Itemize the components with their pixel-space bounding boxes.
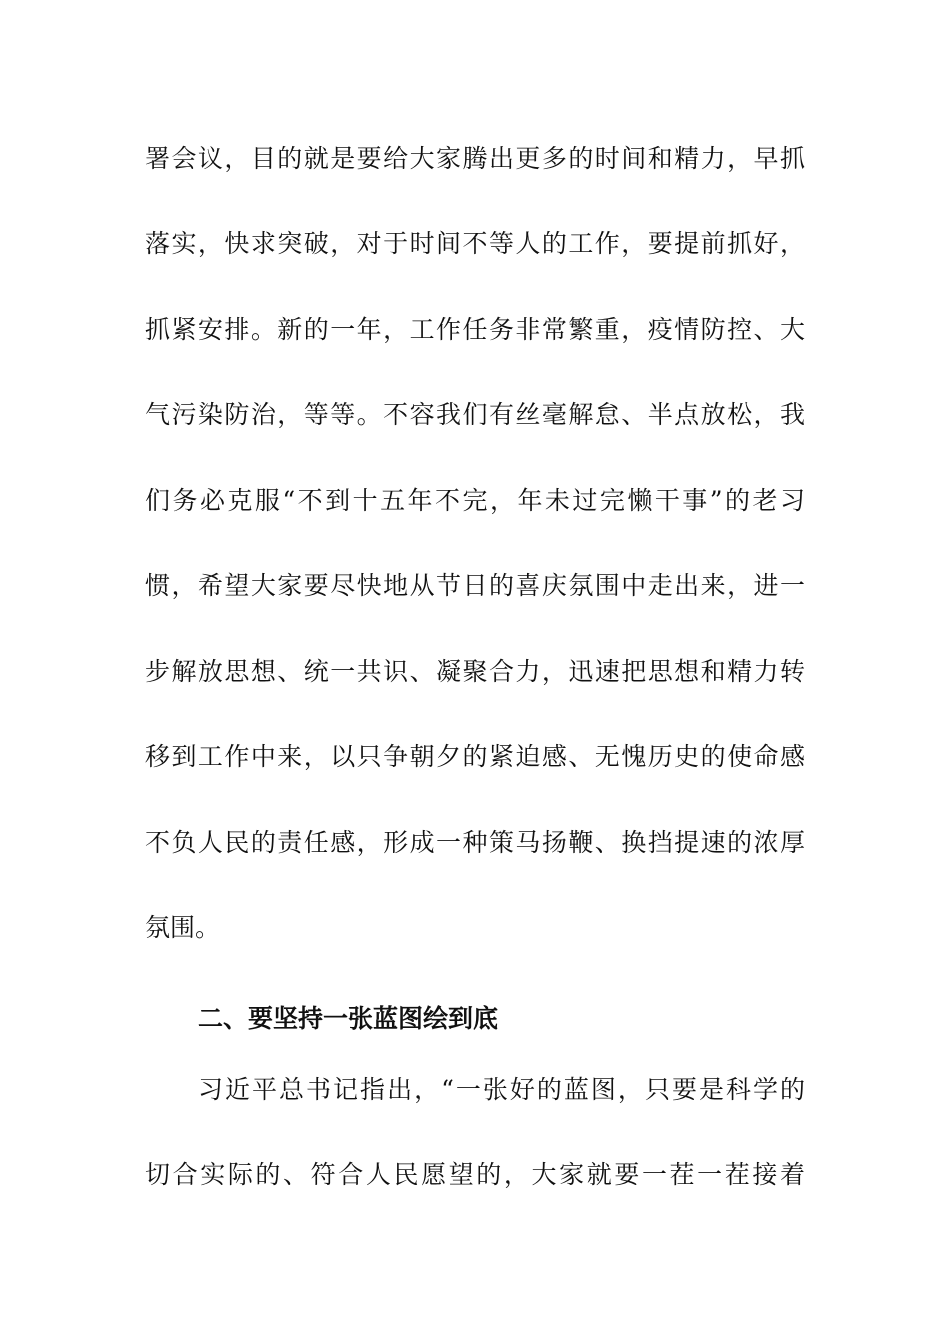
paragraph-line: 抓紧安排。新的一年，工作任务非常繁重，疫情防控、大 <box>145 315 805 344</box>
section-heading: 二、要坚持一张蓝图绘到底 <box>198 1004 499 1033</box>
paragraph-line: 切合实际的、符合人民愿望的，大家就要一茬一茬接着 <box>145 1160 805 1189</box>
paragraph-line: 落实，快求突破，对于时间不等人的工作，要提前抓好， <box>145 229 805 258</box>
paragraph-line: 氛围。 <box>145 913 221 942</box>
paragraph-line: 移到工作中来，以只争朝夕的紧迫感、无愧历史的使命感 <box>145 742 805 771</box>
paragraph-line: 署会议，目的就是要给大家腾出更多的时间和精力，早抓 <box>145 144 805 173</box>
paragraph-line: 习近平总书记指出，“一张好的蓝图，只要是科学的 <box>198 1075 805 1104</box>
paragraph-line: 不负人民的责任感，形成一种策马扬鞭、换挡提速的浓厚 <box>145 828 805 857</box>
paragraph-line: 气污染防治，等等。不容我们有丝毫解怠、半点放松，我 <box>145 400 805 429</box>
paragraph-line: 步解放思想、统一共识、凝聚合力，迅速把思想和精力转 <box>145 657 805 686</box>
paragraph-line: 惯，希望大家要尽快地从节日的喜庆氛围中走出来，进一 <box>145 571 805 600</box>
paragraph-line: 们务必克服“不到十五年不完，年未过完懒干事”的老习 <box>145 486 805 515</box>
